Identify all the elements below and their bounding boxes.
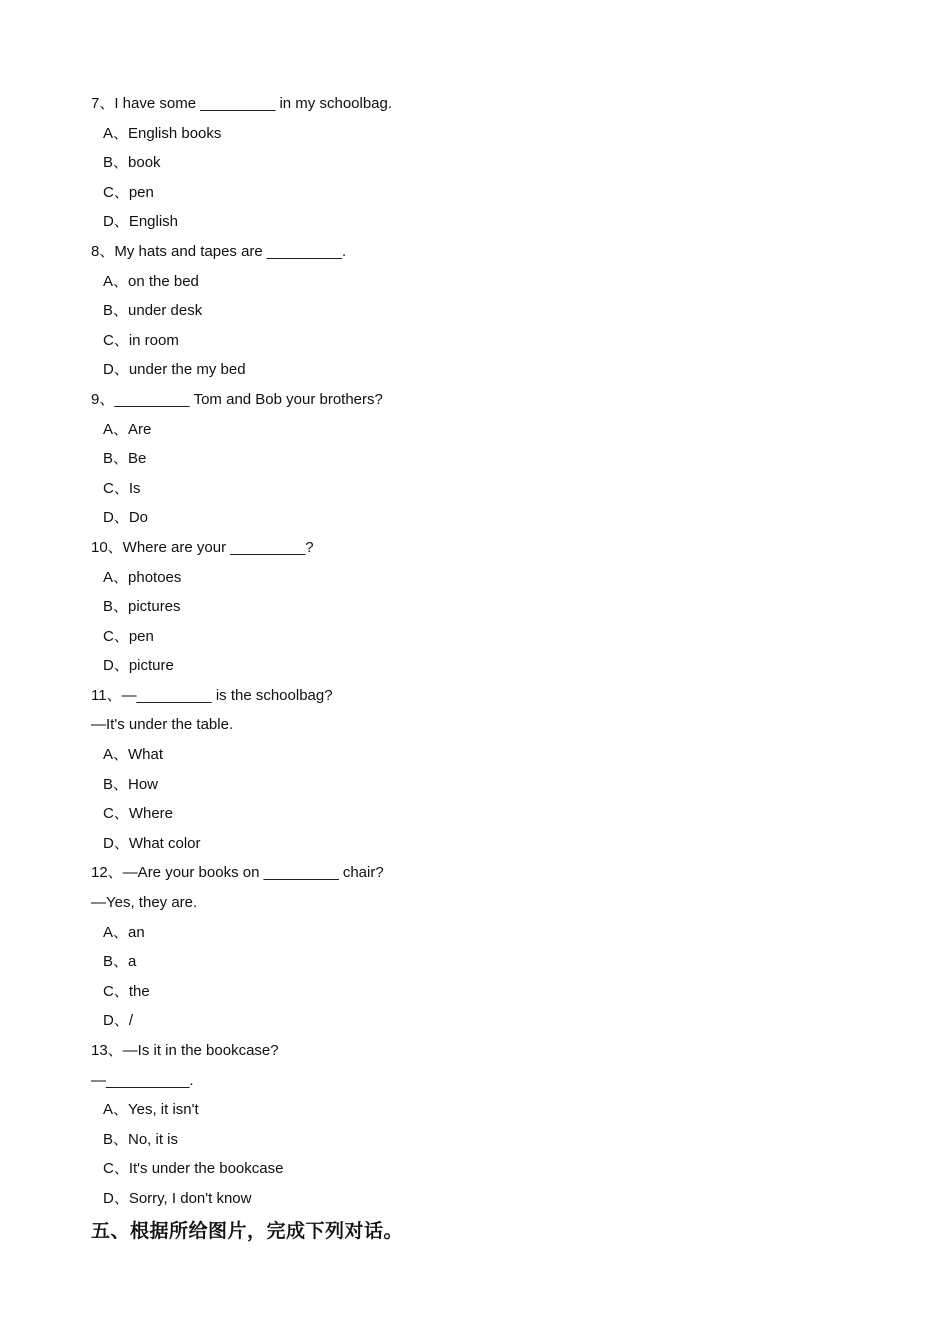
option-d: D、What color — [103, 834, 201, 852]
question-stem: 12、—Are your books on _________ chair? — [91, 864, 384, 882]
option-a: A、English books — [103, 124, 222, 142]
option-c: C、Is — [103, 479, 141, 497]
option-a: A、Yes, it isn't — [103, 1101, 199, 1119]
option-b: B、pictures — [103, 598, 181, 616]
question-10 — [91, 533, 871, 681]
question-stem: 7、I have some _________ in my schoolbag. — [91, 95, 393, 112]
option-d: D、picture — [103, 657, 174, 675]
option-b: B、book — [103, 154, 161, 172]
option-a: A、What — [103, 746, 164, 764]
option-c: C、It's under the bookcase — [103, 1160, 284, 1178]
option-b: B、Be — [103, 450, 147, 468]
option-a: A、photoes — [103, 568, 182, 586]
question-stem: 8、My hats and tapes are _________. — [91, 242, 347, 260]
option-c: C、pen — [103, 183, 154, 201]
option-b: B、No, it is — [103, 1130, 179, 1148]
question-13 — [91, 1036, 871, 1214]
option-c: C、the — [103, 982, 150, 1000]
option-d: D、/ — [103, 1012, 134, 1030]
option-b: B、under desk — [103, 302, 203, 320]
question-12 — [91, 858, 871, 1036]
option-a: A、on the bed — [103, 272, 199, 290]
option-b: B、How — [103, 775, 159, 793]
question-7 — [91, 89, 871, 237]
option-b: B、a — [103, 953, 137, 971]
question-stem: 13、—Is it in the bookcase? — [91, 1042, 279, 1059]
question-9 — [91, 385, 871, 533]
question-8 — [91, 237, 871, 385]
question-stem: 9、_________ Tom and Bob your brothers? — [91, 390, 383, 408]
question-stem-answer-line: —Yes, they are. — [91, 894, 198, 912]
option-c: C、in room — [103, 331, 179, 349]
question-11 — [91, 681, 871, 859]
question-stem-answer-line: —It's under the table. — [91, 716, 234, 734]
question-stem: 10、Where are your _________? — [91, 538, 314, 556]
option-c: C、Where — [103, 805, 174, 823]
option-d: D、under the my bed — [103, 361, 246, 379]
section-title: 五、根据所给图片，完成下列对话。 — [91, 1219, 404, 1242]
option-d: D、English — [103, 213, 179, 231]
option-c: C、pen — [103, 627, 154, 645]
option-a: A、an — [103, 923, 145, 941]
question-stem-answer-line: —__________. — [91, 1071, 194, 1089]
option-d: D、Do — [103, 509, 149, 527]
question-stem: 11、—_________ is the schoolbag? — [91, 686, 333, 704]
option-a: A、Are — [103, 420, 152, 438]
option-d: D、Sorry, I don't know — [103, 1189, 252, 1207]
worksheet-content — [91, 89, 871, 1246]
